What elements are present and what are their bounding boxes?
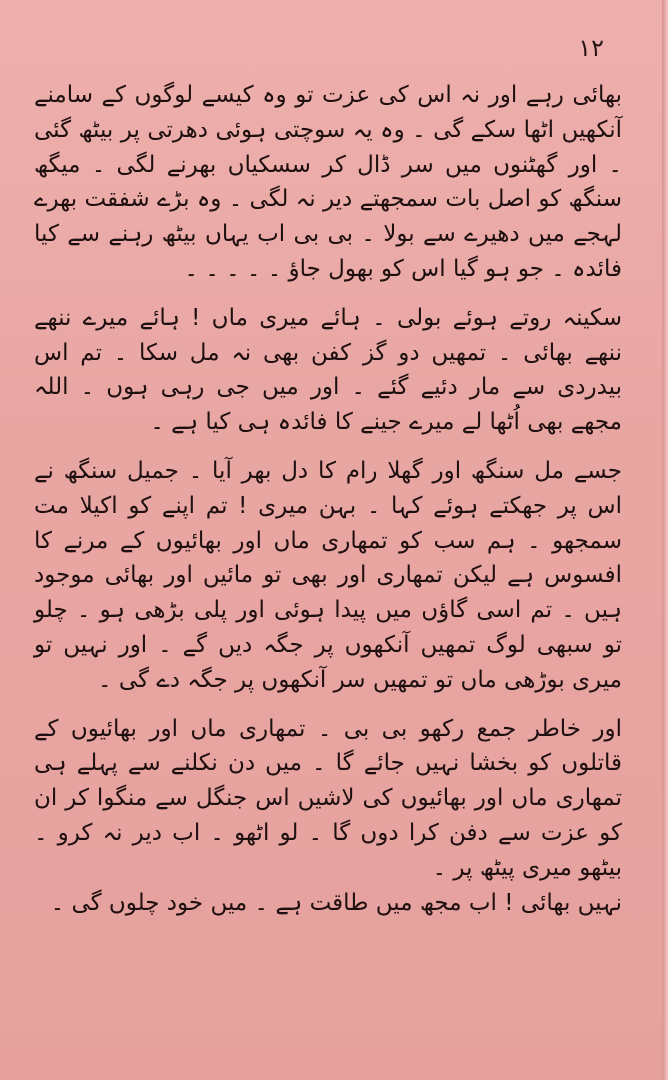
page-body <box>34 78 622 920</box>
page-edge <box>662 0 668 1080</box>
paragraph-3: جسے مل سنگھ اور گھلا رام کا دل بھر آیا ۔ جمیل سنگھ نے اس پر جھکتے ہوئے کہا ۔ بہن میری ! تم اپنے کو اکیلا مت سمجھو ۔ ہم سب کو تمھاری ماں اور بھائیوں کے مرنے کا افسوس ہے لیکن تمھاری اور بھی تو مائیں اور بھائی موجود ہیں ۔ تم اسی گاؤں میں پیدا ہوئی اور پلی بڑھی ہو ۔ چلو تو سبھی لوگ تمھیں آنکھوں پر جگہ دیں گے ۔ اور نہیں تو میری بوڑھی ماں تو تمھیں سر آنکھوں پر جگہ دے گی ۔ <box>34 457 622 693</box>
paragraph-1: بھائی رہے اور نہ اس کی عزت تو وہ کیسے لوگوں کے سامنے آنکھیں اٹھا سکے گی ۔ وہ یہ سوچتی ہوئی دھرتی پر بیٹھ گئی ۔ اور گھٹنوں میں سر ڈال کر سسکیاں بھرنے لگی ۔ میگھ سنگھ کو اصل بات سمجھتے دیر نہ لگی ۔ وہ بڑے شفقت بھرے لہجے میں دھیرے سے بولا ۔ بی بی اب یہاں بیٹھ رہنے سے کیا فائدہ ۔ جو ہو گیا اس کو بھول جاؤ ۔ ۔ ۔ ۔ ۔ <box>34 82 622 282</box>
paragraph-2: سکینہ روتے ہوئے بولی ۔ ہائے میری ماں ! ہائے میرے ننھے ننھے بھائی ۔ تمھیں دو گز کفن بھی نہ مل سکا ۔ تم اس بیدردی سے مار دئیے گئے ۔ اور میں جی رہی ہوں ۔ اللہ مجھے بھی اُٹھا لے میرے جینے کا فائدہ ہی کیا ہے ۔ <box>34 304 622 436</box>
paragraph-4: اور خاطر جمع رکھو بی بی ۔ تمھاری ماں اور بھائیوں کے قاتلوں کو بخشا نہیں جائے گا ۔ میں دن نکلنے سے پہلے ہی تمھاری ماں اور بھائیوں کی لاشیں اس جنگل سے منگوا کر ان کو عزت سے دفن کرا دوں گا ۔ لو اٹھو ۔ اب دیر نہ کرو ۔ بیٹھو میری پیٹھ پر ۔ <box>34 715 622 881</box>
paragraph-5: نہیں بھائی ! اب مجھ میں طاقت ہے ۔ میں خود چلوں گی ۔ <box>50 889 622 916</box>
page-number: ۱۲ <box>578 34 604 62</box>
